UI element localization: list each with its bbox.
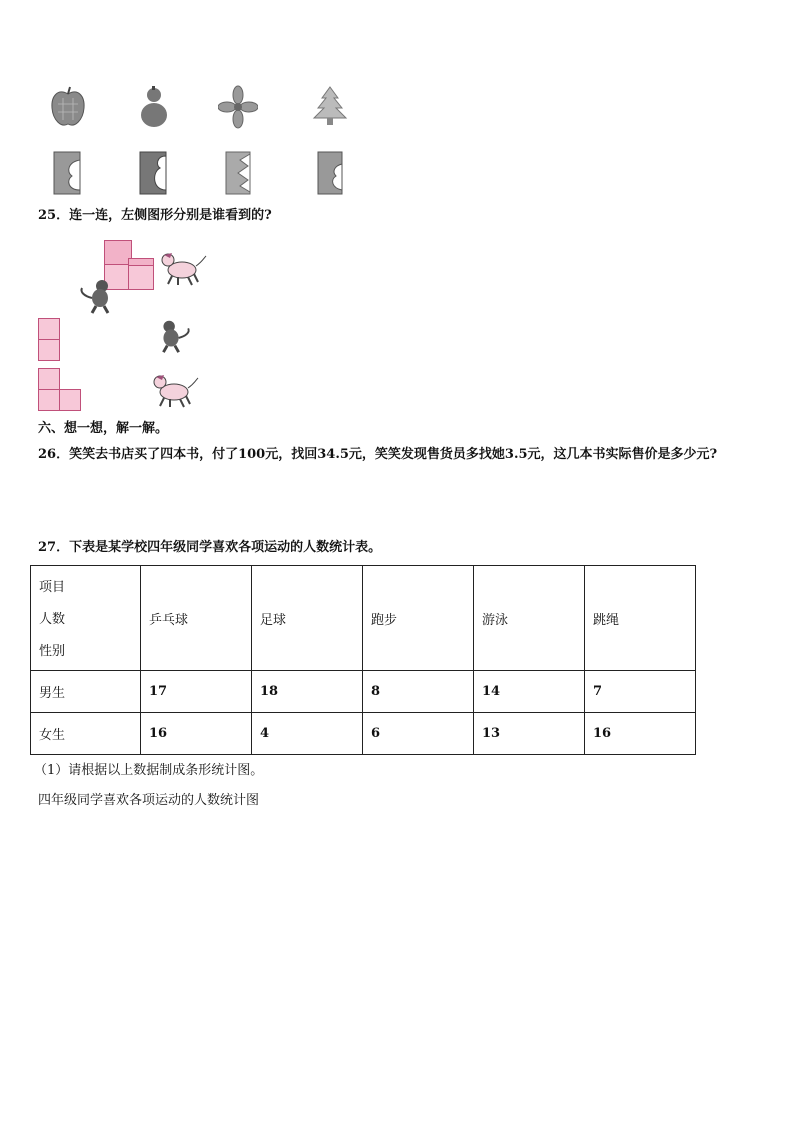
question-26 xyxy=(38,447,717,463)
table-cell: 8 xyxy=(363,671,474,713)
table-corner-cell xyxy=(31,566,141,671)
question-number: 26． xyxy=(38,447,70,462)
row-label: 男生 xyxy=(31,671,141,713)
column-header: 足球 xyxy=(252,566,363,671)
dog-figure-icon xyxy=(158,250,208,288)
chart-title: 四年级同学喜欢各项运动的人数统计图 xyxy=(38,793,260,808)
question-text: 笑笑去书店买了四本书，付了100元，找回34.5元，笑笑发现售货员多找她3.5元，这几本书实际售价是多少元? xyxy=(69,447,718,462)
table-cell: 6 xyxy=(363,713,474,755)
table-cell: 4 xyxy=(252,713,363,755)
corner-label-project: 项目 xyxy=(39,580,66,595)
question-text: 下表是某学校四年级同学喜欢各项运动的人数统计表。 xyxy=(69,540,382,555)
cutout-half-gourd-icon xyxy=(134,150,174,196)
column-header: 乒乓球 xyxy=(141,566,252,671)
corner-label-gender: 性别 xyxy=(39,644,66,659)
column-header: 游泳 xyxy=(474,566,585,671)
corner-label-count: 人数 xyxy=(39,612,66,627)
sports-stats-table xyxy=(30,565,696,755)
table-cell: 13 xyxy=(474,713,585,755)
dog-option-icon xyxy=(150,372,200,410)
cutout-half-tree-icon xyxy=(310,150,350,196)
apple-shape-icon xyxy=(48,84,88,130)
cutout-half-apple-icon xyxy=(48,150,88,196)
table-header-row xyxy=(31,566,696,671)
section-6-heading: 六、想一想，解一解。 xyxy=(38,421,169,436)
table-cell: 16 xyxy=(585,713,696,755)
question-number: 27． xyxy=(38,540,70,555)
monkey-figure-icon xyxy=(78,278,120,314)
monkey-option-icon xyxy=(152,318,192,354)
table-cell: 17 xyxy=(141,671,252,713)
view-vertical-two-squares xyxy=(38,318,60,362)
gourd-shape-icon xyxy=(134,84,174,130)
question-number: 25． xyxy=(38,208,70,223)
table-cell: 7 xyxy=(585,671,696,713)
row-label: 女生 xyxy=(31,713,141,755)
table-row xyxy=(31,713,696,755)
table-cell: 18 xyxy=(252,671,363,713)
table-cell: 14 xyxy=(474,671,585,713)
question-text: 连一连，左侧图形分别是谁看到的? xyxy=(69,208,272,223)
cutout-half-flower-icon xyxy=(218,150,258,196)
view-l-shape-three-squares xyxy=(38,368,82,412)
sub-question-1: （1）请根据以上数据制成条形统计图。 xyxy=(34,763,264,778)
question-27 xyxy=(38,540,381,556)
question-25 xyxy=(38,208,272,224)
column-header: 跳绳 xyxy=(585,566,696,671)
tree-shape-icon xyxy=(310,84,350,130)
table-row xyxy=(31,671,696,713)
column-header: 跑步 xyxy=(363,566,474,671)
table-cell: 16 xyxy=(141,713,252,755)
flower-shape-icon xyxy=(218,84,258,130)
